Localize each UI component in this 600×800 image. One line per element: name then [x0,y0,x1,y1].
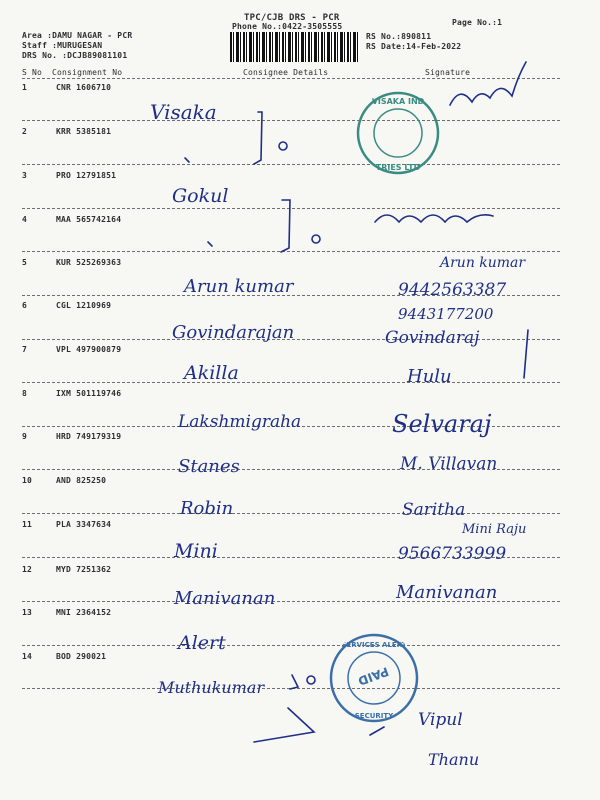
row-consignment: IXM 501119746 [56,389,122,398]
row-consignment: VPL 497900879 [56,345,122,354]
row-sno: 1 [22,83,28,92]
area-field: Area :DAMU NAGAR - PCR [22,31,133,40]
signature-vipul: Vipul [418,710,463,730]
signature-govindaraj: Govindaraj [385,328,480,348]
row-sno: 6 [22,301,28,310]
row-sno: 14 [22,652,33,661]
handwritten-phone-1: 9442563387 [398,280,507,300]
row-consignment: MAA 565742164 [56,215,122,224]
svg-text:SERVICES ALERT: SERVICES ALERT [341,641,407,649]
phone-number: Phone No.:0422-3505555 [232,22,343,31]
pen-stroke [370,727,384,735]
row-sno: 3 [22,171,28,180]
row-sno: 2 [22,127,28,136]
row-consignment: CGL 1210969 [56,301,112,310]
bracket-mark [290,675,298,689]
visaka-stamp [355,90,441,176]
tick-mark [185,158,189,162]
row-consignment: AND 825250 [56,476,107,485]
handwritten-muthukumar: Muthukumar [158,678,265,697]
handwritten-arun: Arun kumar [184,276,294,297]
document-title: TPC/CJB DRS - PCR [244,13,340,23]
row-sno: 9 [22,432,28,441]
handwritten-phone-3: 9566733999 [398,544,507,564]
bracket-mark [254,112,262,164]
row-consignment: KUR 525269363 [56,258,122,267]
svg-text:TRIES LTD: TRIES LTD [375,163,421,172]
rs-number: RS No.:890811 [366,32,432,41]
handwritten-mini: Mini [174,540,218,562]
signature-arun: Arun kumar [440,255,526,271]
row-consignment: PLA 3347634 [56,520,112,529]
signature-robin: Saritha [402,500,466,520]
signature-mini: Mini Raju [462,522,527,537]
signature-thanu: Thanu [428,750,480,769]
handwritten-phone-2: 9443177200 [398,305,494,323]
row-sno: 5 [22,258,28,267]
svg-text:SECURITY: SECURITY [354,712,394,720]
page-number: Page No.:1 [452,18,503,27]
tick-mark [208,242,212,246]
svg-text:PAID: PAID [356,664,391,689]
column-signature: Signature [425,68,471,77]
row-sno: 4 [22,215,28,224]
staff-field: Staff :MURUGESAN [22,41,103,50]
drs-number: DRS No. :DCJB89081101 [22,51,128,60]
column-consignment: Consignment No [52,68,123,77]
column-consignee: Consignee Details [243,68,329,77]
handwritten-akilla: Akilla [184,362,239,384]
row-consignment: CNR 1606710 [56,83,112,92]
handwritten-manivanan: Manivanan [174,588,276,609]
security-stamp [328,632,420,724]
row-consignment: KRR 5385181 [56,127,112,136]
handwritten-govindarajan: Govindarajan [172,322,295,343]
signature-tamil [375,215,493,222]
row-consignment: MNI 2364152 [56,608,112,617]
handwritten-lakshmi: Lakshmigraha [178,412,302,432]
tick-mark [307,676,315,684]
row-consignment: HRD 749179319 [56,432,122,441]
row-sno: 8 [22,389,28,398]
row-sno: 13 [22,608,33,617]
row-sno: 12 [22,565,33,574]
tick-mark [279,142,287,150]
signature-scribble [450,62,526,105]
row-sno: 11 [22,520,33,529]
svg-text:VISAKA IND: VISAKA IND [371,97,425,106]
handwritten-gokul: Gokul [172,185,229,207]
column-sno: S No [22,68,43,77]
row-consignment: PRO 12791851 [56,171,117,180]
row-consignment: MYD 7251362 [56,565,112,574]
row-sno: 7 [22,345,28,354]
tick-mark [312,235,320,243]
handwritten-visaka: Visaka [150,100,217,124]
pen-stroke [254,708,314,742]
handwritten-stanes: Stanes [178,456,240,477]
rs-date: RS Date:14-Feb-2022 [366,42,462,51]
bracket-mark [281,200,290,252]
row-consignment: BOD 290021 [56,652,107,661]
signature-stanes: M. Villavan [400,454,498,474]
row-sno: 10 [22,476,33,485]
pen-stroke [524,330,528,378]
signature-selvaraj: Selvaraj [392,410,492,438]
signature-manivanan: Manivanan [396,582,498,603]
handwritten-robin: Robin [180,498,234,519]
signature-akilla: Hulu [407,366,452,387]
handwritten-alert: Alert [178,632,226,654]
